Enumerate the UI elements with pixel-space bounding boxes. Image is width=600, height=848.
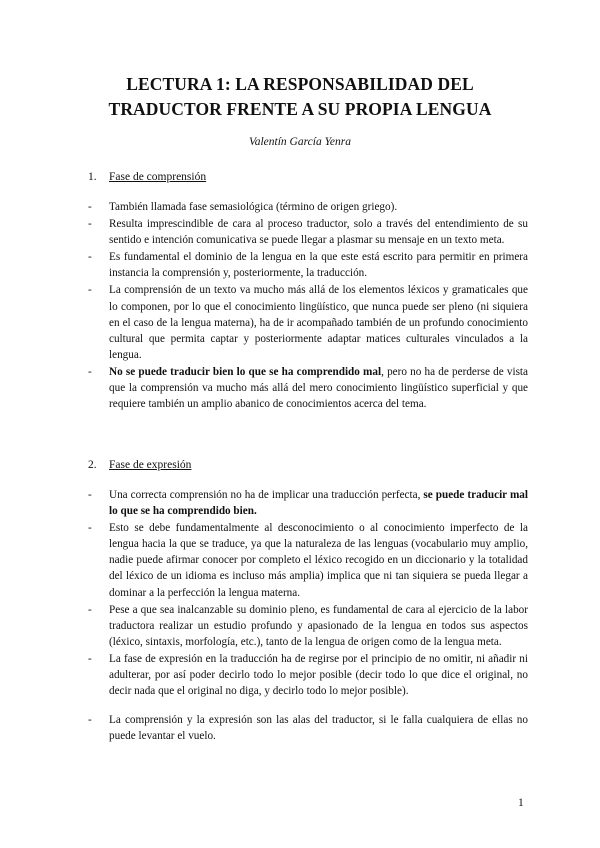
list-item [88, 216, 528, 248]
list-item [88, 487, 528, 519]
list-item [88, 651, 528, 699]
list-item [88, 199, 528, 215]
item-text: Es fundamental el dominio de la lengua en la que este está escrito para permitir en primera instancia la comprensión y, posteriormente, la traducción. [109, 251, 528, 280]
section-2-number: 2. [88, 459, 97, 471]
list-item [88, 520, 528, 600]
item-text: La comprensión y la expresión son las alas del traductor, si le falla cualquiera de ellas no puede levantar el vuelo. [109, 714, 528, 743]
item-text: Una correcta comprensión no ha de implicar una traducción perfecta, [109, 489, 424, 501]
section-2-title: Fase de expresión [109, 459, 192, 471]
title-line-2: TRADUCTOR FRENTE A SU PROPIA LENGUA [108, 99, 492, 119]
section-1-list [88, 199, 528, 413]
section-2-list [88, 487, 528, 745]
item-bold-text: No se puede traducir bien lo que se ha comprendido mal [109, 365, 382, 378]
list-item [88, 364, 528, 412]
item-text: La comprensión de un texto va mucho más allá de los elementos léxicos y gramaticales que lo componen, por lo que el conocimiento lingüístico, que nunca puede ser pleno (ni siquiera en el caso de la lengua materna), ha de ir acompañado también de un profundo conocimiento cultural que permita captar y posteriormente adaptar matices culturales vinculados a la lengua. [109, 284, 528, 361]
item-text: Resulta imprescindible de cara al proceso traductor, solo a través del entendimiento de su sentido e intención comunicativa se puede llegar a plasmar su mensaje en un texto meta. [109, 218, 528, 247]
list-item [88, 249, 528, 281]
title-line-1: LECTURA 1: LA RESPONSABILIDAD DEL [126, 74, 474, 94]
section-1-number: 1. [88, 171, 97, 183]
item-text: También llamada fase semasiológica (término de origen griego). [109, 201, 398, 213]
item-text: Pese a que sea inalcanzable su dominio pleno, es fundamental de cara al ejercicio de la labor traductora realizar un estudio profundo y apasionado de la lengua en todos sus aspectos (léxico, sintaxis, morfología, etc.), tanto de la lengua de origen como de la lengua meta. [109, 603, 528, 648]
section-1-heading [88, 169, 206, 185]
document-title [90, 72, 510, 122]
list-item [88, 282, 528, 362]
item-text: , pero no ha de perderse de vista que la comprensión va mucho más allá del mero conocimiento lingüístico superficial y que requiere también un amplio abanico de conocimientos acerca del tema. [109, 365, 528, 411]
item-text: Esto se debe fundamentalmente al desconocimiento o al conocimiento imperfecto de la lengua hacia la que se traduce, ya que la naturaleza de las lenguas (vocabulario muy amplio, nadie puede afirmar conocer por completo el léxico recogido en un diccionario y la totalidad del léxico de un idioma es incluso más amplia) implica que ni tan siquiera se pueda llegar a dominar a la perfección la lengua materna. [109, 522, 528, 599]
list-item [88, 602, 528, 650]
list-item [88, 712, 528, 744]
author-name: Valentín García Yenra [248, 136, 351, 148]
page-number: 1 [518, 797, 524, 809]
item-text: La fase de expresión en la traducción ha de regirse por el principio de no omitir, ni añadir ni adulterar, por así poder decirlo todo lo mejor posible (decir todo lo que dice el original, no decir nada que el original no diga, y decirlo todo lo mejor posible). [109, 652, 528, 698]
section-2-heading [88, 457, 191, 473]
section-1-title: Fase de comprensión [109, 171, 207, 183]
item-bold-text: se puede traducir mal lo que se ha comprendido bien. [109, 489, 528, 518]
